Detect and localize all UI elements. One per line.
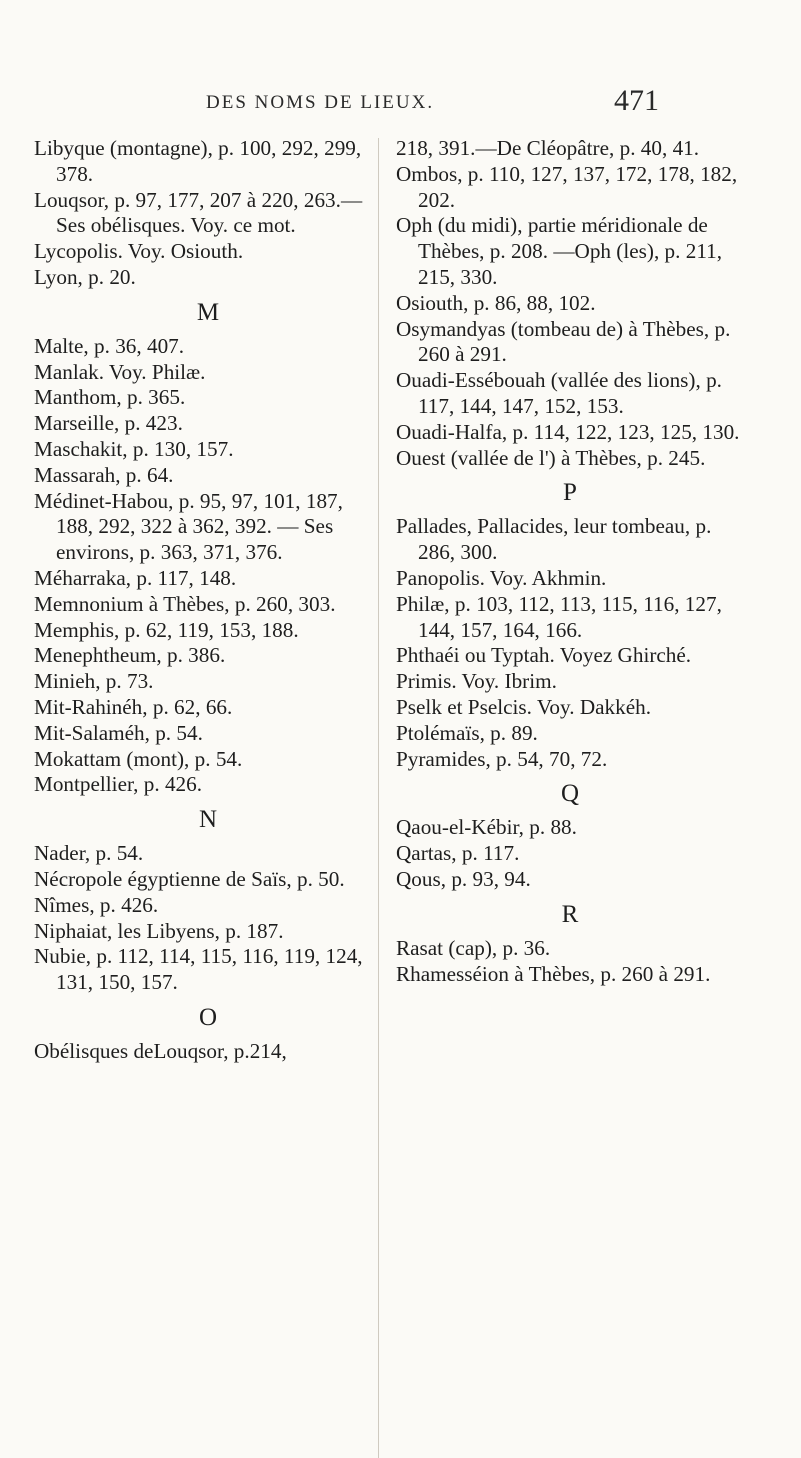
section-letter: O: [198, 1003, 218, 1031]
section-letter: Q: [560, 780, 580, 808]
index-entry: Panopolis. Voy. Akhmin.: [396, 565, 607, 590]
index-entry: Ouadi-Essébouah (vallée des lions), p. 117, 144, 147, 152, 153.: [396, 368, 722, 418]
index-entry: Minieh, p. 73.: [34, 669, 154, 694]
index-entry: Oph (du midi), partie méridionale de Thèbes, p. 208. —Oph (les), p. 211, 215, 330.: [396, 213, 723, 289]
section-letter: N: [198, 806, 218, 834]
running-head: DES NOMS DE LIEUX.: [206, 92, 435, 113]
index-entry: Lycopolis. Voy. Osiouth.: [34, 239, 244, 264]
index-entry: Phthaéi ou Typtah. Voyez Ghirché.: [396, 643, 692, 668]
index-entry: Memphis, p. 62, 119, 153, 188.: [34, 617, 299, 642]
index-entry: Qous, p. 93, 94.: [396, 866, 531, 891]
index-column-right: [396, 136, 744, 987]
index-entry: Rhamesséion à Thèbes, p. 260 à 291.: [396, 961, 711, 986]
index-entry: Obélisques deLouqsor, p.214,: [34, 1038, 287, 1063]
column-divider: [378, 138, 379, 1458]
page-number: 471: [614, 84, 659, 117]
index-entry: Maschakit, p. 130, 157.: [34, 436, 234, 461]
index-entry: Marseille, p. 423.: [34, 411, 183, 436]
index-entry: Nîmes, p. 426.: [34, 892, 159, 917]
section-letter: R: [561, 900, 579, 928]
index-column-left: [34, 136, 382, 1065]
index-entry: Rasat (cap), p. 36.: [396, 935, 551, 960]
index-entry: Massarah, p. 64.: [34, 462, 174, 487]
section-letter: M: [196, 298, 220, 326]
index-entry: Ouest (vallée de l') à Thèbes, p. 245.: [396, 445, 706, 470]
index-entry: Méharraka, p. 117, 148.: [34, 565, 237, 590]
index-entry: Ouadi-Halfa, p. 114, 122, 123, 125, 130.: [396, 419, 740, 444]
index-entry: Primis. Voy. Ibrim.: [396, 669, 557, 694]
page-header: [0, 84, 801, 128]
index-entry: Osiouth, p. 86, 88, 102.: [396, 290, 596, 315]
index-entry: Qaou-el-Kébir, p. 88.: [396, 815, 577, 840]
index-entry: Memnonium à Thèbes, p. 260, 303.: [34, 591, 336, 616]
index-entry: Menephtheum, p. 386.: [34, 643, 226, 668]
index-entry: Mit-Salaméh, p. 54.: [34, 720, 203, 745]
index-entry: Ptolémaïs, p. 89.: [396, 720, 538, 745]
index-entry: Niphaiat, les Libyens, p. 187.: [34, 918, 284, 943]
index-entry: Ombos, p. 110, 127, 137, 172, 178, 182, 202.: [396, 161, 738, 212]
index-entry: Pselk et Pselcis. Voy. Dakkéh.: [396, 694, 652, 719]
index-entry: Mit-Rahinéh, p. 62, 66.: [34, 694, 233, 719]
index-entry: Manthom, p. 365.: [34, 385, 186, 410]
index-entry: Pallades, Pallacides, leur tombeau, p. 286, 300.: [396, 514, 712, 565]
index-entry: Manlak. Voy. Philæ.: [34, 359, 206, 384]
index-entry: Osymandyas (tombeau de) à Thèbes, p. 260 à 291.: [396, 316, 731, 367]
section-letter: P: [563, 479, 577, 507]
index-entry: Nader, p. 54.: [34, 841, 144, 866]
index-entry: Qartas, p. 117.: [396, 841, 520, 866]
index-entry: Pyramides, p. 54, 70, 72.: [396, 746, 608, 771]
index-entry: Libyque (montagne), p. 100, 292, 299, 378.: [34, 136, 362, 186]
index-entry: Nubie, p. 112, 114, 115, 116, 119, 124, 131, 150, 157.: [34, 944, 363, 995]
index-entry: Montpellier, p. 426.: [34, 772, 203, 797]
index-entry: Nécropole égyptienne de Saïs, p. 50.: [34, 866, 345, 891]
index-entry: Philæ, p. 103, 112, 113, 115, 116, 127, 144, 157, 164, 166.: [396, 591, 722, 642]
index-entry: 218, 391.—De Cléopâtre, p. 40, 41.: [396, 136, 700, 160]
index-entry: Mokattam (mont), p. 54.: [34, 746, 243, 771]
index-entry: Malte, p. 36, 407.: [34, 333, 185, 358]
index-entry: Lyon, p. 20.: [34, 264, 136, 289]
index-entry: Louqsor, p. 97, 177, 207 à 220, 263.—Ses obélisques. Voy. ce mot.: [34, 187, 363, 238]
index-entry: Médinet-Habou, p. 95, 97, 101, 187, 188, 292, 322 à 362, 392. — Ses environs, p. 363, 371, 376.: [34, 488, 343, 565]
